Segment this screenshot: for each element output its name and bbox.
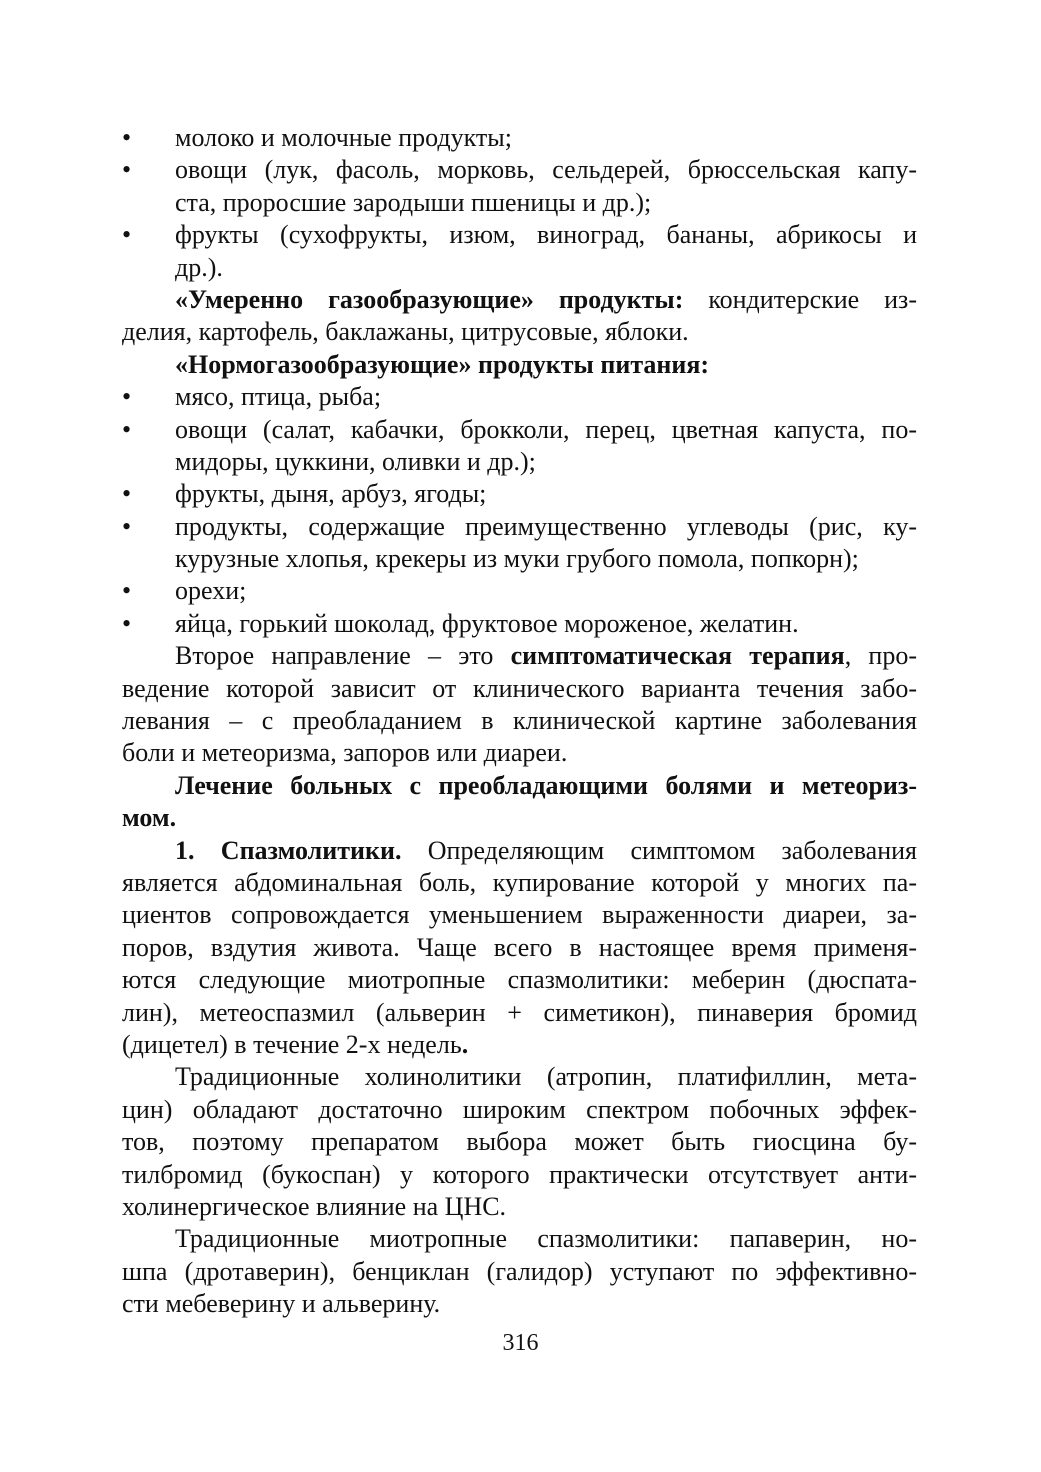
page-body [122,122,917,1320]
list-item [122,381,917,413]
list-item [122,478,917,510]
list-item-text: курузные хлопья, крекеры из муки грубого помола, попкорн); [175,544,859,574]
list-item-text: овощи (лук, фасоль, морковь, сельдерей, брюссельская капу- [175,155,917,185]
bullet: • [122,608,132,638]
bullet: • [122,576,132,606]
list-item [122,608,917,640]
bullet: • [122,479,132,509]
bullet-list-normo-gas [122,381,917,640]
list-item-text: орехи; [175,576,247,606]
bullet: • [122,414,132,444]
list-item-text: продукты, содержащие преимущественно углеводы (рис, ку- [175,511,917,541]
subheading-normo-gas: «Нормогазообразующие» продукты питания: [175,349,710,379]
list-item-text: фрукты (сухофрукты, изюм, виноград, бананы, абрикосы и [175,220,917,250]
list-item-text: др.). [175,252,223,282]
list-item-text: фрукты, дыня, арбуз, ягоды; [175,479,487,509]
bullet: • [122,220,132,250]
section-heading-treatment: Лечение больных с преобладающими болями и метеориз- мом. [122,770,917,833]
list-item [122,154,917,219]
bullet: • [122,123,132,152]
list-item-text: мидоры, цуккини, оливки и др.); [175,446,536,476]
paragraph-myotropic: Традиционные миотропные спазмолитики: папаверин, но- шпа (дротаверин), бенциклан (галидор) уступают по эффективно- сти мебеверину и альверину. [122,1224,917,1319]
bullet: • [122,511,132,541]
bullet: • [122,382,132,412]
bold-term: «Умеренно газообразующие» продукты: [175,284,684,314]
list-item-text: ста, проросшие зародыши пшеницы и др.); [175,187,652,217]
list-item-text: мясо, птица, рыба; [175,382,382,412]
paragraph-cholinolytics: Традиционные холинолитики (атропин, платифиллин, мета- цин) обладают достаточно широким спектром побочных эффек- тов, поэтому препаратом выбора может быть гиосцина бу- тилбромид (букоспан) у которого практически отсутствует анти- холинергическое влияние на ЦНС. [122,1062,917,1221]
list-item [122,122,917,154]
page-number: 316 [502,1330,539,1356]
list-item [122,414,917,479]
list-item-text: овощи (салат, кабачки, брокколи, перец, цветная капуста, по- [175,414,917,444]
paragraph-second-direction: Второе направление – это симптоматическая терапия, про- ведение которой зависит от клинического варианта течения забо- левания – с преобладанием в клинической картине заболевания боли и метеоризма, запоров или диареи. [122,641,918,768]
paragraph-spasmolytics: 1. Спазмолитики. Определяющим симптомом заболевания является абдоминальная боль, купирование которой у многих па- циентов сопровождается уменьшением выраженности диареи, за- поров, вздутия живота. Чаще всего в настоящее время применя- ются следующие миотропные спазмолитики: меберин (дюспата- лин), метеоспазмил (альверин + симетикон), пинаверия бромид (дицетел) в течение 2-х недель. [122,835,917,1059]
paragraph-moderate-gas: «Умеренно газообразующие» продукты: кондитерские из- делия, картофель, баклажаны, цитрусовые, яблоки. [122,284,917,347]
bold-term: 1. Спазмолитики. [175,835,402,865]
list-item [122,219,917,284]
list-item [122,575,917,607]
list-item-text: молоко и молочные продукты; [175,123,512,152]
bullet-list-gas-forming [122,122,917,284]
list-item [122,511,917,576]
bold-term: симптоматическая терапия [510,641,845,671]
bullet: • [122,155,132,185]
list-item-text: яйца, горький шоколад, фруктовое мороженое, желатин. [175,608,799,638]
